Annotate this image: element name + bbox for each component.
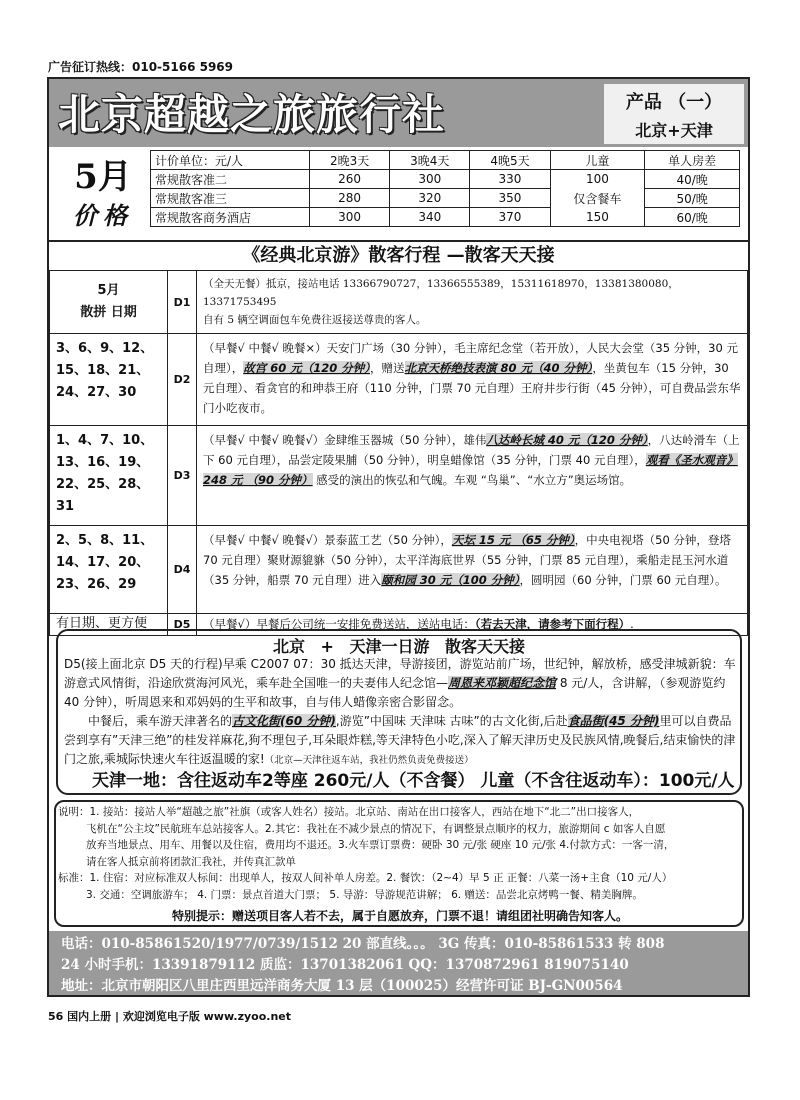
price-row-name: 常规散客准二 xyxy=(151,170,310,189)
day-desc xyxy=(197,334,748,426)
price-cell: 280 xyxy=(310,189,390,208)
price-row-name: 常规散客准三 xyxy=(151,189,310,208)
notes-line: 3. 交通：空调旅游车； 4. 门票：景点首道大门票； 5. 导游：导游规范讲解； 6. 赠送：品尝北京烤鸭一餐、精美胸牌。 xyxy=(86,888,643,901)
contact-band xyxy=(49,931,748,995)
tj-p1a: D5(接上面北京 D5 天的行程) xyxy=(64,657,223,671)
dates-header xyxy=(50,271,168,334)
d1-text: （全天无餐）抵京，接站电话 13366790727，13366555389，15311618970，13381380080，13371753495 xyxy=(203,278,679,308)
price-cell: 350 xyxy=(470,189,550,208)
highlight-yiheyuan: 颐和园 30 元（100 分钟） xyxy=(381,573,520,587)
tianjin-title: 北京 + 天津一日游 散客天天接 xyxy=(272,637,526,656)
dates-header-label: 散拼 日期 xyxy=(80,305,137,320)
price-header-2n: 2晚3天 xyxy=(310,151,390,170)
price-single: 40/晚 xyxy=(645,170,740,189)
d4-p2: ，中央电视塔（50 分钟，登塔 70 元自理）聚财源貔貅（50 分钟），太平洋海底世界（55 分钟，门票 85 元自理），乘船走昆玉河水道（35 分钟，船票 70 元自理）进入 xyxy=(203,533,731,587)
notes-line: 标准：1. 住宿：对应标准双人标间：出现单人，按双人间补单人房差。2. 餐饮：（2~4）早 5 正 正餐：八菜一汤+主食（10 元/人） xyxy=(58,872,673,884)
price-month-block xyxy=(58,149,148,231)
itinerary-table xyxy=(49,270,748,636)
route-label: 北京+天津 xyxy=(635,121,713,140)
contact-mobile: 24 小时手机：13391879112 质监：13701382061 QQ：1370872961 819075140 xyxy=(61,957,629,973)
highlight-guanyin: 观看《圣水观音》248 元 （90 分钟） xyxy=(203,453,738,487)
tianjin-para-2 xyxy=(64,712,740,770)
day-desc xyxy=(197,426,748,526)
agency-name: 北京超越之旅旅行社 xyxy=(58,90,446,139)
highlight-food-street: 食品街(45 分钟) xyxy=(567,714,660,728)
day-label: D2 xyxy=(168,334,197,426)
d4-p1: （早餐√ 中餐√ 晚餐√）景泰蓝工艺（50 分钟）， xyxy=(203,533,452,547)
tj-p2b: ,游览”中国味 天津味 古味”的古文化街,后赴 xyxy=(335,714,568,728)
price-cell: 300 xyxy=(390,170,470,189)
tianjin-body xyxy=(64,655,740,770)
price-cell: 340 xyxy=(390,208,470,227)
itinerary-row-d1 xyxy=(50,271,748,334)
tianjin-para-1 xyxy=(64,655,740,712)
price-table xyxy=(150,150,740,227)
itinerary-row-d3 xyxy=(50,426,748,526)
price-header-single: 单人房差 xyxy=(645,151,740,170)
highlight-tianqiao: 北京天桥绝技表演 80 元（40 分钟） xyxy=(404,361,593,375)
day-desc xyxy=(197,526,748,614)
special-warning: 特别提示：赠送项目客人若不去，属于自愿放弃，门票不退！请组团社明确告知客人。 xyxy=(171,909,628,923)
ad-hotline: 广告征订热线：010-5166 5969 xyxy=(48,60,234,74)
d5-text: （早餐√）早餐后公司统一安排免费送站，送站电话： xyxy=(203,617,475,631)
dates-header-month: 5月 xyxy=(97,283,120,298)
price-header-row xyxy=(151,151,740,170)
price-header-child: 儿童 xyxy=(550,151,645,170)
tj-p1b: 早乘 C2007 07：30 抵达天津，导游接团，游览站前广场，世纪钟，解放桥，感受津城新貌：车游意式风情街，沿途欣赏海河风光，乘车赴全国唯一的夫妻伟人纪念馆— xyxy=(64,657,736,690)
price-cell: 330 xyxy=(470,170,550,189)
dates-d4: 2、5、8、11、14、17、20、23、26、29 xyxy=(50,526,168,614)
contact-phone: 电话：010-85861520/1977/0739/1512 20 部直线。。。 3G 传真：010-85861533 转 808 xyxy=(61,936,665,952)
d2-p3: ，坐黄包车（15 分钟，30 元自理）、看贪官的和珅恭王府（110 分钟，门票 70 元自理）王府井步行街（45 分钟），可自费品尝东华门小吃夜市。 xyxy=(203,361,741,415)
page-footer: 56 国内上册 | 欢迎浏览电子版 www.zyoo.net xyxy=(48,1010,292,1023)
price-row xyxy=(151,170,740,189)
product-box xyxy=(604,84,744,144)
price-child: 150 xyxy=(550,208,645,227)
notes-line: 飞机在“公主坟”民航班车总站接客人。2.其它：我社在不减少景点的情况下，有调整景点顺序的权力，旅游期间 c 如客人自愿 xyxy=(86,822,666,835)
itinerary-title: 《经典北京游》散客行程 —散客天天接 xyxy=(49,240,748,271)
price-header-4n: 4晚5天 xyxy=(470,151,550,170)
day-label: D5 xyxy=(168,614,197,636)
notes-line: 请在客人抵京前将团款汇我社，并传真汇款单 xyxy=(86,855,296,868)
price-single: 50/晚 xyxy=(645,189,740,208)
notes-line: 放弃当地景点、用车、用餐以及住宿，费用均不退还。3.火车票订票费：硬卧 30 元/张 硬座 10 元/张 4.付款方式：一客一清， xyxy=(86,839,675,851)
highlight-culture-street: 古文化街(60 分钟) xyxy=(232,714,336,728)
price-cell: 300 xyxy=(310,208,390,227)
price-cell: 260 xyxy=(310,170,390,189)
d2-p2: ，赠送 xyxy=(370,361,405,375)
highlight-zhou-memorial: 周恩来邓颖超纪念馆 xyxy=(448,676,557,690)
price-row xyxy=(151,208,740,227)
price-row xyxy=(151,189,740,208)
tj-p2a: 中餐后，乘车游天津著名的 xyxy=(88,714,233,728)
day-desc xyxy=(197,271,748,334)
price-month: 5月 xyxy=(74,157,132,197)
dates-d2: 3、6、9、12、15、18、21、24、27、30 xyxy=(50,334,168,426)
tj-p1c: 8 元/人，含讲解，（参观游览约 40 分钟），听周恩来和邓妈妈的生平和故事，自与伟人蜡像亲密合影留念。 xyxy=(64,676,726,709)
day-label: D3 xyxy=(168,426,197,526)
notes-line: 说明：1. 接站：接站人举“超越之旅”社旗（或客人姓名）接站。北京站、南站在出口接客人，西站在地下“北二”出口接客人， xyxy=(58,806,640,818)
price-cell: 370 xyxy=(470,208,550,227)
price-header-unit: 计价单位：元/人 xyxy=(151,151,310,170)
itinerary-row-d4 xyxy=(50,526,748,614)
itinerary-row-d2 xyxy=(50,334,748,426)
d5-bold: （若去天津，请参考下面行程） xyxy=(474,617,631,631)
d3-p1: （早餐√ 中餐√ 晚餐√）金肆维玉器城（50 分钟），雄伟 xyxy=(203,433,487,447)
price-child-note: 仅含餐车 xyxy=(550,189,645,208)
price-label: 价格 xyxy=(73,202,133,230)
highlight-gugong: 故宫 60 元（120 分钟） xyxy=(243,361,371,375)
price-row-name: 常规散客商务酒店 xyxy=(151,208,310,227)
d2-p1: （早餐√ 中餐√ 晚餐×）天安门广场（30 分钟），毛主席纪念堂（若开放），人民大会堂（35 分钟，30 元自理）， xyxy=(203,341,738,375)
tj-p2d: （北京—天津往返车站，我社仍然负责免费接送） xyxy=(264,755,474,766)
notes-body xyxy=(58,804,742,903)
d1-text2: 自有 5 辆空调面包车免费往返接送尊贵的客人。 xyxy=(203,314,427,326)
price-cell: 320 xyxy=(390,189,470,208)
contact-address: 地址：北京市朝阳区八里庄西里远洋商务大厦 13 层（100025）经营许可证 BJ-GN00564 xyxy=(61,978,623,994)
tj-p2c: 里可以自费品尝到享有”天津三绝”的桂发祥麻花,狗不理包子,耳朵眼炸糕,等天津特色小吃,深入了解天津历史及民族风情,晚餐后,结束愉快的津门之旅,乘城际快速火车往返温暖的家! xyxy=(64,714,736,766)
price-single: 60/晚 xyxy=(645,208,740,227)
price-child: 100 xyxy=(550,170,645,189)
dates-d3: 1、4、7、10、13、16、19、22、25、28、31 xyxy=(50,426,168,526)
highlight-badaling: 八达岭长城 40 元（120 分钟） xyxy=(486,433,648,447)
highlight-tiantan: 天坛 15 元 （65 分钟） xyxy=(451,533,575,547)
price-header-3n: 3晚4天 xyxy=(390,151,470,170)
day-label: D4 xyxy=(168,526,197,614)
product-label: 产品 （一） xyxy=(625,92,723,113)
d3-p3: 感受的演出的恢弘和气魄。车观 “鸟巢”、“水立方”奥运场馆。 xyxy=(312,473,632,487)
tianjin-price-line: 天津一地：含往返动车2等座 260元/人（不含餐） 儿童（不含往返动车）：100元/人 xyxy=(92,771,735,791)
d5-end: . xyxy=(630,617,634,631)
d3-p2: ，八达岭滑车（上下 60 元自理），品尝定陵果脯（50 分钟），明皇蜡像馆（35 分钟，门票 40 元自理）， xyxy=(203,433,740,467)
d4-p3: ，圆明园（60 分钟，门票 60 元自理）。 xyxy=(519,573,727,587)
dates-d5: 有日期、更方便 xyxy=(50,614,168,636)
day-label: D1 xyxy=(168,271,197,334)
